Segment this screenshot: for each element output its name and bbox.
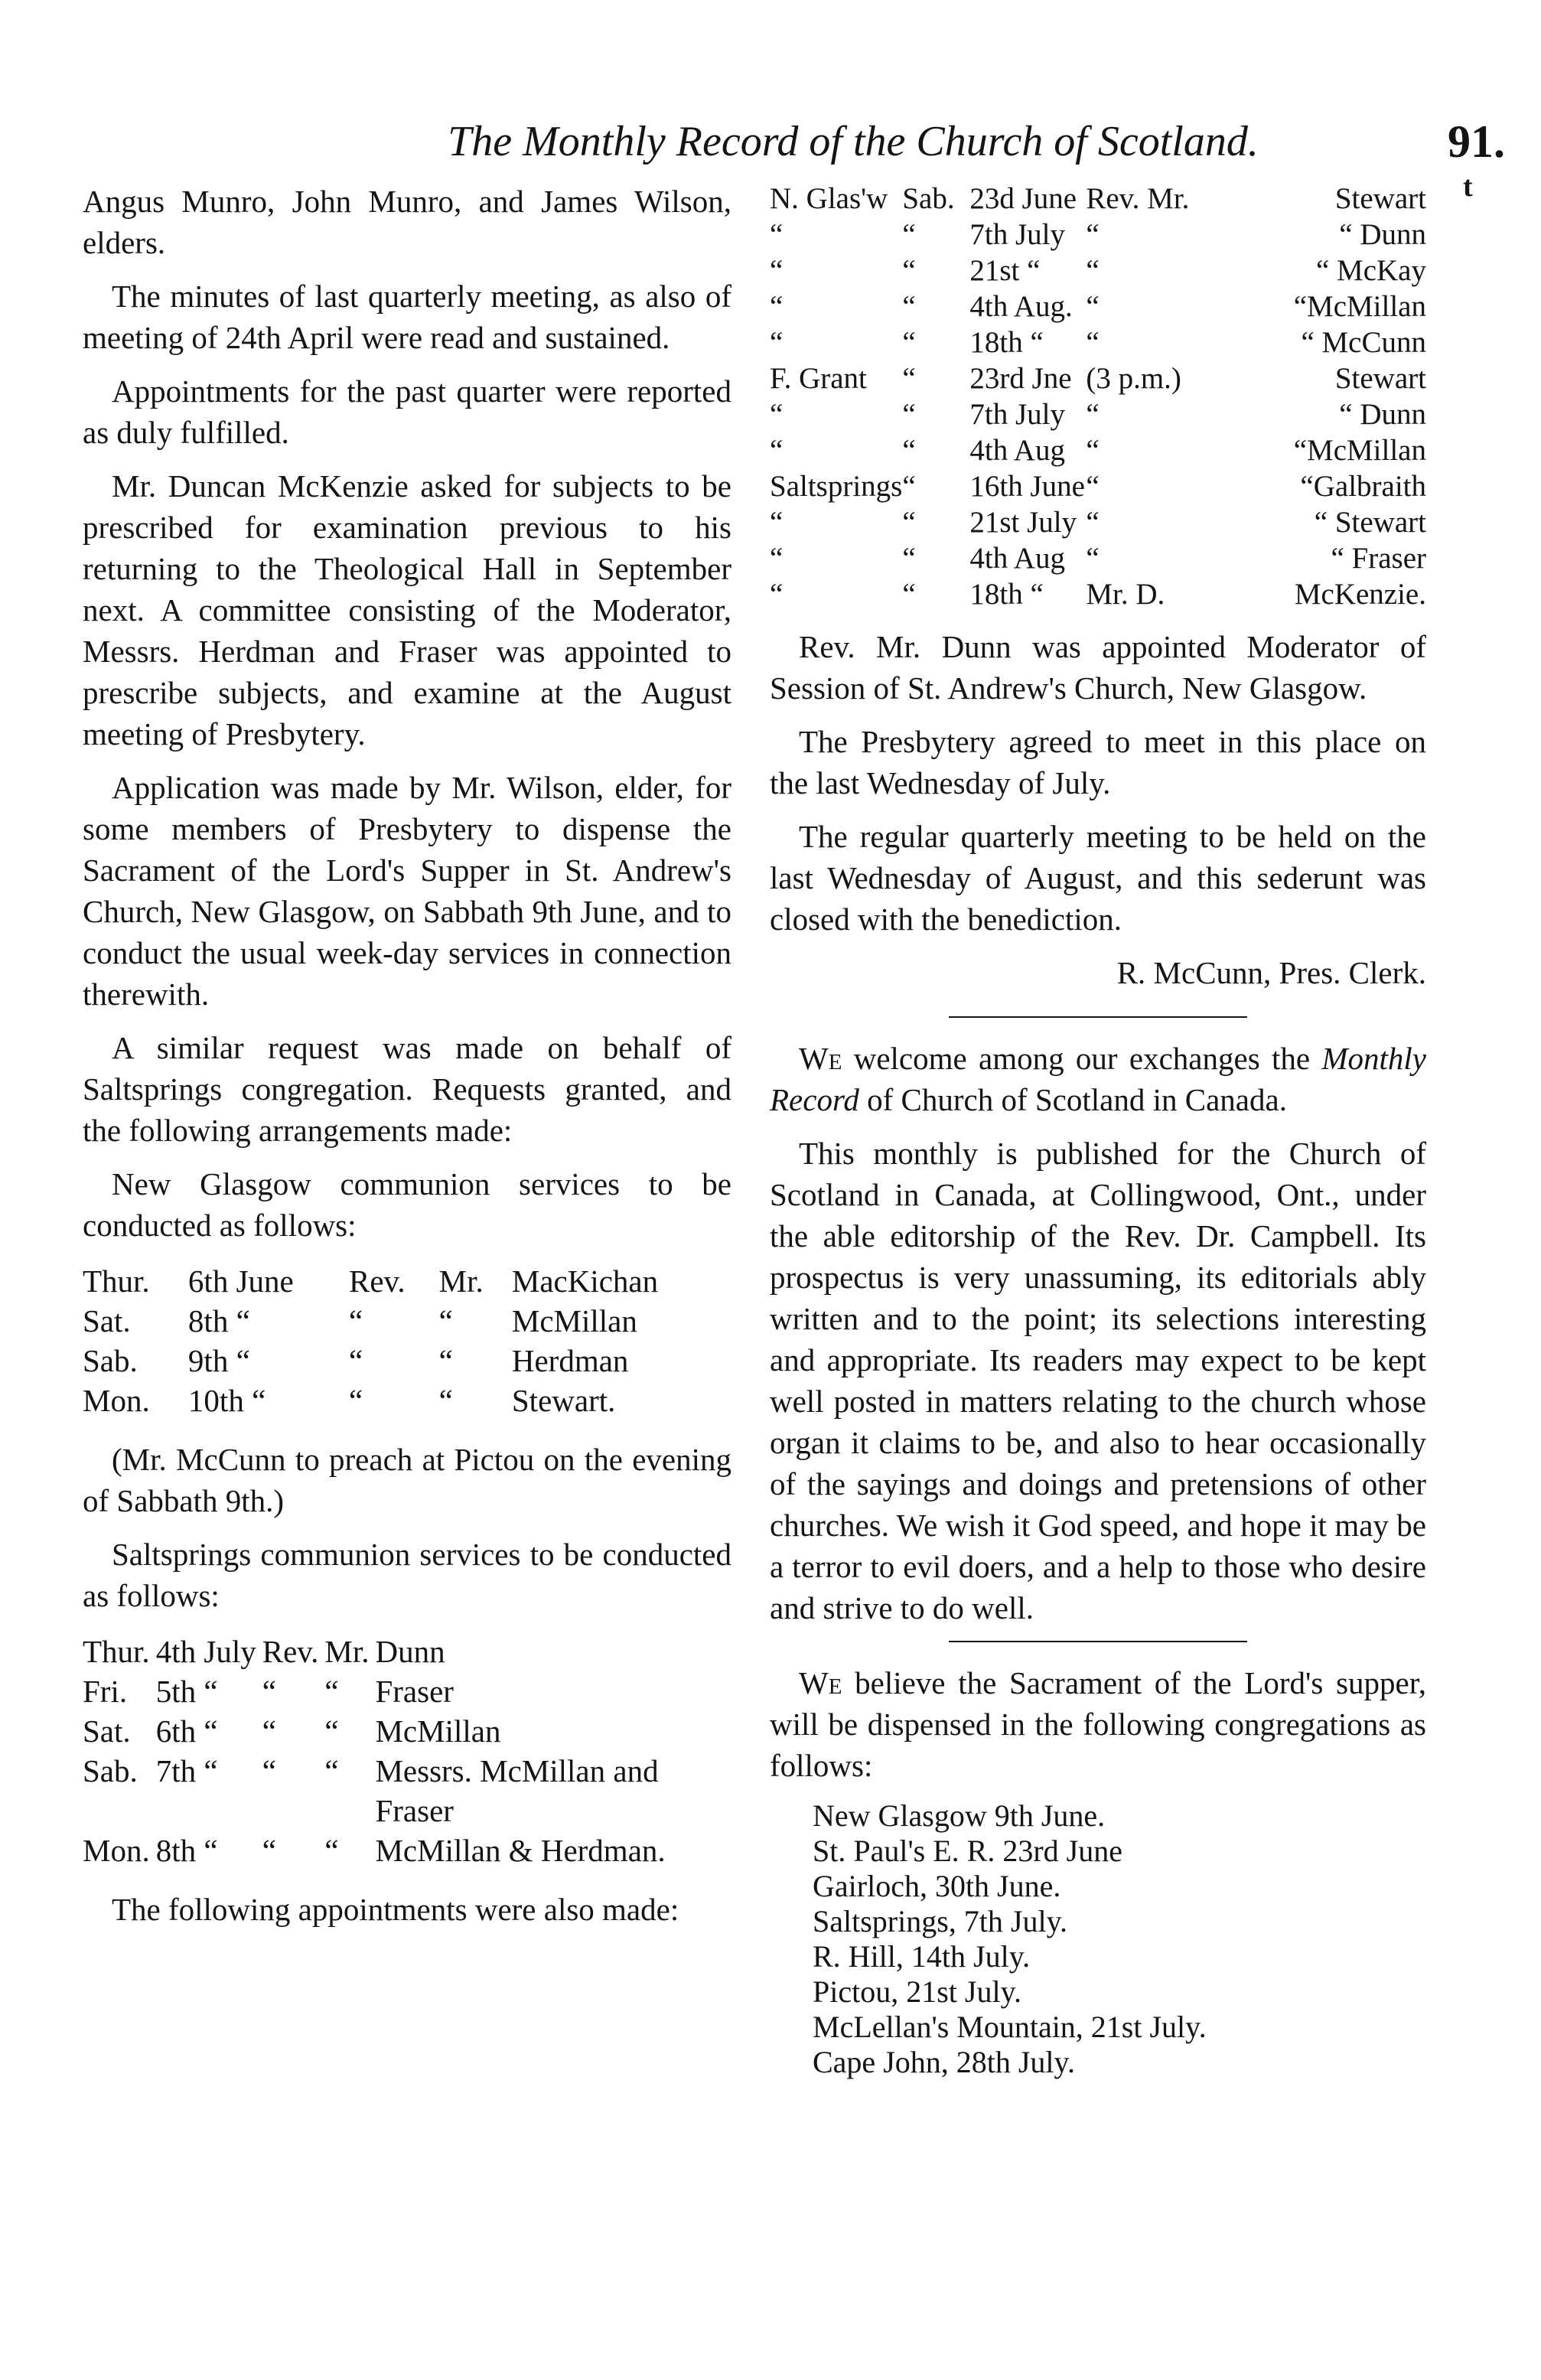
rotation-row [770,289,1426,324]
day-cell: “ [902,506,916,539]
date-cell: 5th “ [155,1674,218,1709]
notice-text: welcome among our exchanges the [842,1041,1322,1076]
rotation-row [770,504,1426,540]
rotation-table [770,181,1426,612]
name-cell: “ Dunn [1339,398,1426,431]
paragraph: The Presbytery agreed to meet in this place on the last Wednesday of July. [770,724,1426,800]
date-cell: 18th “ [969,326,1044,359]
date-cell: 6th June [187,1263,294,1299]
clerk-signature: R. McCunn, Pres. Clerk. [1116,955,1426,990]
date-cell: 8th “ [187,1303,250,1338]
paragraph: The minutes of last quarterly meeting, as also of meeting of 24th April were read and sustained. [83,279,731,355]
day-cell: “ [902,542,916,575]
paragraph: Application was made by Mr. Wilson, elder, for some members of Presbytery to dispense the Sacrament of the Lord's Supper in St. Andrew's Church, New Glasgow, on Sabbath 9th June, and to conduct the usual week-day services in connection therewith. [83,770,731,1012]
minister-cell: “ [349,1343,363,1378]
name-cell: McMillan [375,1713,501,1749]
minister-cell: Rev. [349,1263,406,1299]
schedule-row [83,1301,731,1341]
day-cell: Sab. [83,1753,138,1788]
name-cell: MacKichan [511,1263,659,1299]
day-cell: Sab. [83,1343,138,1378]
rotation-row [770,253,1426,289]
paragraph: New Glasgow communion services to be conducted as follows: [83,1166,731,1243]
name-cell: Herdman [511,1343,629,1378]
date-cell: 4th Aug. [969,290,1073,323]
day-cell: “ [902,434,916,467]
minister-cell: “ [324,1674,339,1709]
minister-cell: Mr. [324,1634,370,1669]
list-item: Saltsprings, 7th July. [813,1904,1067,1938]
day-cell: “ [902,470,916,503]
date-cell: 4th Aug [969,434,1065,467]
minister-cell: “ [324,1753,339,1788]
minister-cell: “ [1086,470,1100,503]
communion-list [813,1798,1426,2080]
place-cell: “ [770,434,784,467]
minister-cell: “ [438,1343,453,1378]
day-cell: Thur. [83,1634,150,1669]
saltsprings-schedule [83,1632,731,1870]
communion-notice [770,1662,1426,1786]
rotation-row [770,540,1426,576]
place-cell: “ [770,290,784,323]
publication-title: Monthly Record [770,1041,1426,1117]
rotation-row [770,360,1426,396]
list-item: R. Hill, 14th July. [813,1939,1031,1974]
left-column [83,181,731,1942]
schedule-row [83,1751,731,1831]
paragraph: This monthly is published for the Church of Scotland in Canada, at Collingwood, Ont., under the able editorship of the Rev. Dr. Campbell. Its prospectus is very unassuming, its editorials ably written and to the point; its selections interesting and appropriate. Its readers may expect to be kept well posted in matters relating to the church whose organ it claims to be, and also to hear occasionally of the sayings and doings and pretensions of other churches. We wish it God speed, and hope it may be a terror to evil doers, and a help to those who desire and strive to do well. [770,1136,1426,1625]
paragraph: Appointments for the past quarter were reported as duly fulfilled. [83,373,731,450]
schedule-row [83,1831,731,1870]
rotation-row [770,432,1426,468]
rotation-row [770,576,1426,612]
date-cell: 6th “ [155,1713,218,1749]
place-cell: “ [770,326,784,359]
date-cell: 7th July [969,398,1065,431]
date-cell: 21st July [969,506,1077,539]
minister-cell: (3 p.m.) [1086,362,1181,395]
minister-cell: “ [262,1674,276,1709]
minister-cell: “ [1086,254,1100,287]
name-cell: “McMillan [1293,290,1426,323]
new-glasgow-schedule [83,1261,731,1420]
minister-cell: “ [349,1303,363,1338]
name-cell: McKenzie. [1294,578,1426,611]
minister-cell: “ [1086,506,1100,539]
name-cell: Messrs. McMillan and Fraser [375,1753,659,1828]
minister-cell: Mr. [438,1263,484,1299]
page-number: 91. [1448,116,1505,167]
page-mark: t [1463,171,1473,203]
place-cell: “ [770,254,784,287]
name-cell: Stewart. [511,1383,616,1418]
place-cell: “ [770,218,784,251]
paragraph: Rev. Mr. Dunn was appointed Moderator of Session of St. Andrew's Church, New Glasgow. [770,629,1426,706]
day-cell: “ [902,218,916,251]
date-cell: 8th “ [155,1833,218,1868]
minister-cell: “ [262,1753,276,1788]
minister-cell: “ [324,1833,339,1868]
place-cell: “ [770,578,784,611]
name-cell: McMillan [511,1303,637,1338]
day-cell: “ [902,254,916,287]
day-cell: Mon. [83,1383,150,1418]
minister-cell: “ [1086,218,1100,251]
list-item: Gairloch, 30th June. [813,1869,1061,1903]
exchange-notice [770,1038,1426,1120]
date-cell: 23rd Jne [969,362,1072,395]
name-cell: “ Dunn [1339,218,1426,251]
date-cell: 21st “ [969,254,1041,287]
name-cell: “ McKay [1315,254,1426,287]
schedule-row [83,1632,731,1671]
paragraph: Angus Munro, John Munro, and James Wilson, elders. [83,184,731,260]
name-cell: Stewart [1334,182,1426,215]
place-cell: Saltsprings [770,470,903,503]
paragraph: A similar request was made on behalf of Saltsprings congregation. Requests granted, and the following arrangements made: [83,1030,731,1148]
date-cell: 16th June [969,470,1085,503]
list-item: McLellan's Mountain, 21st July. [813,2010,1207,2044]
date-cell: 7th “ [155,1753,218,1788]
day-cell: Sat. [83,1303,131,1338]
day-cell: “ [902,326,916,359]
day-cell: “ [902,362,916,395]
schedule-row [83,1711,731,1751]
name-cell: “Galbraith [1300,470,1426,503]
minister-cell: “ [262,1713,276,1749]
section-divider [949,1016,1247,1018]
day-cell: “ [902,578,916,611]
rotation-row [770,468,1426,504]
paragraph: Saltsprings communion services to be conducted as follows: [83,1537,731,1613]
rotation-row [770,181,1426,217]
minister-cell: “ [438,1303,453,1338]
date-cell: 4th Aug [969,542,1065,575]
rotation-row [770,217,1426,253]
minister-cell: “ [1086,542,1100,575]
rotation-row [770,324,1426,360]
name-cell: Dunn [375,1634,445,1669]
minister-cell: “ [1086,326,1100,359]
minister-cell: “ [438,1383,453,1418]
day-cell: “ [902,398,916,431]
lead-word: We [799,1665,842,1700]
paragraph: (Mr. McCunn to preach at Pictou on the evening of Sabbath 9th.) [83,1442,731,1518]
running-head: The Monthly Record of the Church of Scotland. [448,118,1259,165]
name-cell: “ Stewart [1314,506,1426,539]
place-cell: F. Grant [770,362,867,395]
date-cell: 10th “ [187,1383,266,1418]
schedule-row [83,1341,731,1381]
date-cell: 23d June [969,182,1077,215]
day-cell: Sat. [83,1713,131,1749]
date-cell: 4th July [155,1634,256,1669]
name-cell: “McMillan [1293,434,1426,467]
paragraph: The regular quarterly meeting to be held on the last Wednesday of August, and this sederunt was closed with the benediction. [770,819,1426,937]
paragraph: Mr. Duncan McKenzie asked for subjects to be prescribed for examination previous to his returning to the Theological Hall in September next. A committee consisting of the Moderator, Messrs. Herdman and Fraser was appointed to prescribe subjects, and examine at the August meeting of Presbytery. [83,468,731,751]
minister-cell: Rev. Mr. [1086,182,1190,215]
date-cell: 7th July [969,218,1065,251]
place-cell: “ [770,542,784,575]
right-column [770,181,1426,2080]
minister-cell: Rev. [262,1634,319,1669]
list-item: New Glasgow 9th June. [813,1798,1106,1833]
minister-cell: Mr. D. [1086,578,1165,611]
date-cell: 18th “ [969,578,1044,611]
day-cell: Thur. [83,1263,150,1299]
name-cell: “ McCunn [1301,326,1426,359]
day-cell: Sab. [902,182,955,215]
name-cell: “ Fraser [1331,542,1426,575]
list-item: Cape John, 28th July. [813,2045,1075,2079]
minister-cell: “ [1086,434,1100,467]
schedule-row [83,1261,731,1301]
notice-text: of Church of Scotland in Canada. [858,1082,1287,1117]
place-cell: “ [770,398,784,431]
schedule-row [83,1381,731,1420]
minister-cell: “ [349,1383,363,1418]
minister-cell: “ [324,1713,339,1749]
rotation-row [770,396,1426,432]
place-cell: “ [770,506,784,539]
minister-cell: “ [1086,398,1100,431]
day-cell: Fri. [83,1674,128,1709]
minister-cell: “ [1086,290,1100,323]
date-cell: 9th “ [187,1343,250,1378]
name-cell: McMillan & Herdman. [375,1833,666,1868]
section-divider [949,1641,1247,1642]
name-cell: Fraser [375,1674,454,1709]
schedule-row [83,1671,731,1711]
minister-cell: “ [262,1833,276,1868]
list-item: St. Paul's E. R. 23rd June [813,1834,1122,1868]
day-cell: “ [902,290,916,323]
list-item: Pictou, 21st July. [813,1974,1021,2009]
notice-text: believe the Sacrament of the Lord's supper, will be dispensed in the following congregations as follows: [770,1665,1426,1783]
paragraph: The following appointments were also made: [112,1892,679,1927]
name-cell: Stewart [1334,362,1426,395]
place-cell: N. Glas'w [770,182,888,215]
lead-word: We [799,1041,842,1076]
day-cell: Mon. [83,1833,150,1868]
